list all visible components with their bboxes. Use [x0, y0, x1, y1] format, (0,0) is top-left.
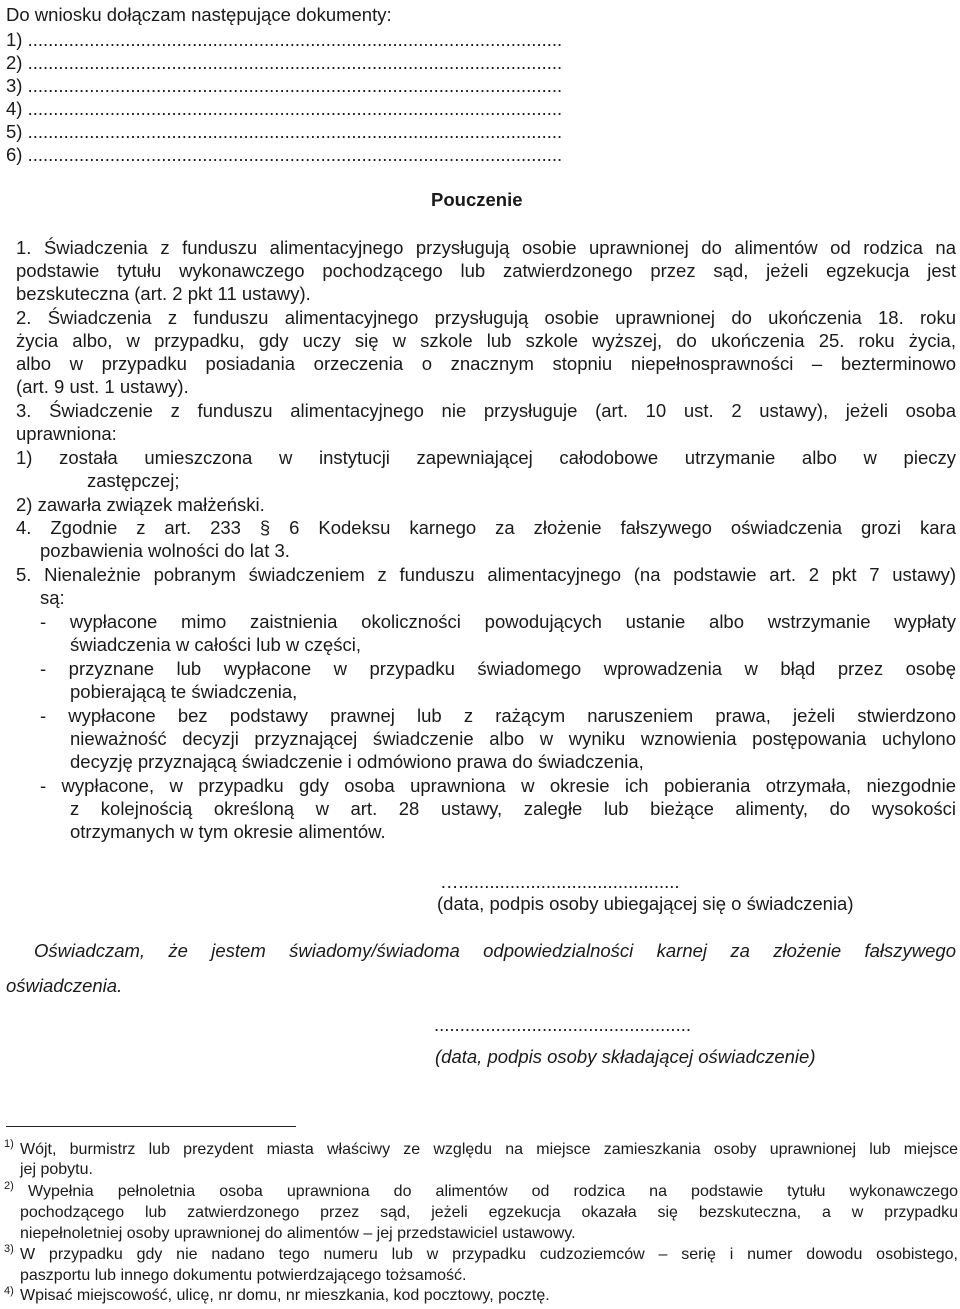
instruction-line: - przyznane lub wypłacone w przypadku świadomego wprowadzenia w błąd przez osobę [40, 658, 956, 679]
instruction-line: uprawniona: [16, 423, 117, 444]
instruction-line: 5. Nienależnie pobranym świadczeniem z funduszu alimentacyjnego (na podstawie art. 2 pkt 7 ustawy) [16, 564, 956, 585]
attachment-line-5[interactable]: 5) ........................................................................................................ [6, 121, 563, 142]
instruction-line: otrzymanych w tym okresie alimentów. [70, 821, 386, 842]
footnote-mark: 2) [4, 1180, 14, 1192]
instruction-line: nieważność decyzji przyznającej świadczenie albo w wyniku wznowienia postępowania uchylono [70, 728, 956, 749]
instruction-line: zastępczej; [87, 470, 180, 491]
instruction-line: (art. 9 ust. 1 ustawy). [16, 376, 189, 397]
instruction-line: pozbawienia wolności do lat 3. [40, 540, 290, 561]
instruction-line: z kolejnością określoną w art. 28 ustawy, zaległe lub bieżące alimenty, do wysokości [70, 798, 956, 819]
footnote-line: W przypadku gdy nie nadano tego numeru lub w przypadku cudzoziemców – serię i numer dowodu osobistego, [20, 1246, 958, 1263]
footnote-line: jej pobytu. [20, 1161, 93, 1178]
footnote-line: niepełnoletniej osoby uprawnionej do alimentów – jej przedstawiciel ustawowy. [20, 1225, 576, 1242]
instruction-line: życia albo, w przypadku, gdy uczy się w szkole lub szkole wyższej, do ukończenia 25. roku życia, [16, 330, 956, 351]
footnote-line: pochodzącego lub zatwierdzonego przez sąd, jeżeli egzekucja okazała się bezskuteczna, a w przypadku [20, 1204, 958, 1221]
instruction-line: - wypłacone bez podstawy prawnej lub z rażącym naruszeniem prawa, jeżeli stwierdzono [40, 705, 956, 726]
footnote-line: Wpisać miejscowość, ulicę, nr domu, nr mieszkania, kod pocztowy, pocztę. [20, 1287, 550, 1304]
footnote-mark: 3) [4, 1243, 14, 1255]
instruction-line: 2) zawarła związek małżeński. [16, 494, 265, 515]
footnote-mark: 4) [4, 1285, 14, 1297]
instruction-line: świadczenia w całości lub w części, [70, 634, 361, 655]
instruction-title: Pouczenie [431, 189, 523, 210]
instruction-line: albo w przypadku posiadania orzeczenia o znacznym stopniu niepełnosprawności – bezterminowo [16, 353, 956, 374]
instruction-line: pobierającą te świadczenia, [70, 681, 298, 702]
instruction-line: 3. Świadczenie z funduszu alimentacyjnego nie przysługuje (art. 10 ust. 2 ustawy), jeżeli osoba [16, 400, 956, 421]
instruction-line: - wypłacone mimo zaistnienia okoliczności powodujących ustanie albo wstrzymanie wypłaty [40, 611, 956, 632]
attachment-line-4[interactable]: 4) ........................................................................................................ [6, 98, 563, 119]
attachment-line-6[interactable]: 6) ........................................................................................................ [6, 144, 563, 165]
footnote-line: paszportu lub innego dokumentu potwierdzającego tożsamość. [20, 1267, 467, 1284]
attachment-line-1[interactable]: 1) ........................................................................................................ [6, 29, 563, 50]
footnote-mark: 1) [4, 1138, 14, 1150]
attachment-line-2[interactable]: 2) ........................................................................................................ [6, 52, 563, 73]
footnote-separator [6, 1126, 296, 1127]
instruction-line: 4. Zgodnie z art. 233 § 6 Kodeksu karnego za złożenie fałszywego oświadczenia grozi kara [16, 517, 956, 538]
attachment-line-3[interactable]: 3) ........................................................................................................ [6, 75, 563, 96]
footnote-line: Wypełnia pełnoletnia osoba uprawniona do alimentów od rodzica na podstawie tytułu wykonawczego [28, 1183, 958, 1200]
instruction-line: - wypłacone, w przypadku gdy osoba uprawniona w okresie ich pobierania otrzymała, niezgodnie [40, 775, 956, 796]
instruction-line: 1. Świadczenia z funduszu alimentacyjnego przysługują osobie uprawnionej do alimentów od rodzica na [16, 237, 956, 258]
footnote-line: Wójt, burmistrz lub prezydent miasta właściwy ze względu na miejsce zamieszkania osoby uprawnionej lub miejsce [20, 1141, 958, 1158]
instruction-line: 1) została umieszczona w instytucji zapewniającej całodobowe utrzymanie albo w pieczy [16, 447, 956, 468]
signature-line-declarant[interactable]: .................................................. [434, 1014, 691, 1035]
instruction-line: podstawie tytułu wykonawczego pochodzącego lub zatwierdzonego przez sąd, jeżeli egzekucja jest [16, 260, 956, 281]
signature-caption-applicant: (data, podpis osoby ubiegającej się o świadczenia) [437, 893, 854, 914]
instruction-line: 2. Świadczenia z funduszu alimentacyjnego przysługują osobie uprawnionej do ukończenia 18. roku [16, 307, 956, 328]
instruction-line: bezskuteczna (art. 2 pkt 11 ustawy). [16, 283, 311, 304]
instruction-line: decyzję przyznającą świadczenie i odmówiono prawa do świadczenia, [70, 751, 644, 772]
declaration-text-end: oświadczenia. [6, 975, 123, 996]
instruction-line: są: [40, 587, 65, 608]
signature-line-applicant[interactable]: …........................................... [440, 871, 680, 892]
attachments-intro: Do wniosku dołączam następujące dokumenty: [6, 4, 392, 25]
declaration-text: Oświadczam, że jestem świadomy/świadoma odpowiedzialności karnej za złożenie fałszywego [34, 940, 956, 961]
signature-caption-declarant: (data, podpis osoby składającej oświadczenie) [435, 1046, 816, 1067]
